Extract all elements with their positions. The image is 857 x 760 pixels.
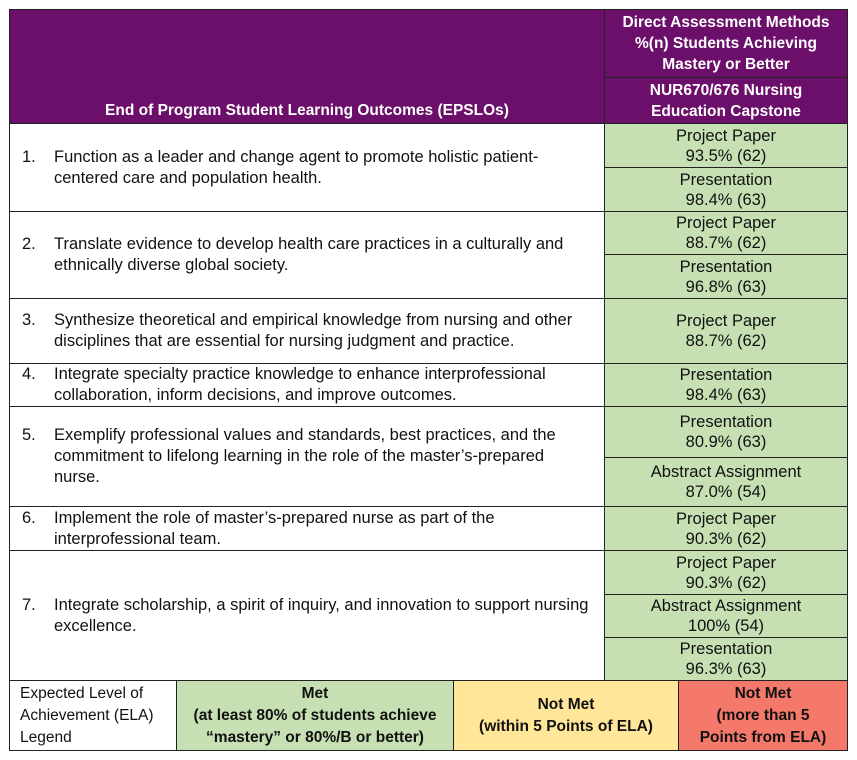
epslo-table [9,9,848,751]
result-cell [605,364,848,407]
legend-not-met-line: (within 5 Points of ELA) [479,717,653,735]
legend-not-met-within-5 [454,681,679,751]
outcomes-header-text: End of Program Student Learning Outcomes (EPSLOs) [105,102,509,119]
result-cell [605,507,848,551]
outcome-row [10,507,605,551]
legend-met [177,681,454,751]
course-header-line: NUR670/676 Nursing [649,81,803,99]
outcome-number: 6. [22,508,36,527]
result-method: Presentation [679,170,773,189]
legend-met-line: (at least 80% of students achieve [193,706,437,724]
result-value: 87.0% (54) [685,483,767,501]
outcome-number: 1. [22,147,36,166]
result-value: 93.5% (62) [685,146,767,165]
result-cell [605,124,848,168]
result-value: 98.4% (63) [685,190,767,209]
result-cell [605,638,848,681]
result-method: Project Paper [676,312,776,330]
legend-label [10,681,177,751]
result-method: Presentation [679,366,773,384]
outcome-row [10,407,605,507]
outcome-number: 7. [22,595,36,614]
outcome-row [10,364,605,407]
result-method: Abstract Assignment [650,463,802,481]
outcome-number: 5. [22,426,36,444]
legend-met-line: “mastery” or 80%/B or better) [206,728,424,746]
result-method: Abstract Assignment [650,597,802,615]
legend-label-line: Achievement (ELA) [20,706,154,724]
result-value: 90.3% (62) [685,529,767,548]
outcome-row [10,551,605,681]
result-method: Project Paper [676,126,776,145]
result-method: Presentation [679,413,773,431]
methods-header-line: Direct Assessment Methods [622,14,830,31]
outcome-row [10,124,605,212]
result-cell [605,212,848,255]
result-cell [605,255,848,299]
outcome-text: Exemplify professional values and standards, best practices, and the commitment to lifelong learning in the role of the master’s-prepared nurse. [54,426,556,486]
result-value: 100% (54) [687,617,765,635]
result-value: 80.9% (63) [685,433,767,451]
legend-label-line: Legend [20,728,72,746]
outcome-text: Function as a leader and change agent to promote holistic patient-centered care and population health. [54,147,539,187]
result-value: 88.7% (62) [685,234,767,252]
result-value: 90.3% (62) [685,573,767,592]
outcome-number: 4. [22,365,36,383]
result-value: 96.3% (63) [685,660,767,678]
legend-not-met-line: Not Met [734,684,792,702]
result-method: Project Paper [676,553,776,572]
outcome-row [10,299,605,364]
methods-header-line: Mastery or Better [662,56,790,73]
outcomes-column-header [10,10,605,124]
result-cell [605,458,848,507]
outcome-text: Integrate specialty practice knowledge to enhance interprofessional collaboration, inform decisions, and improve outcomes. [54,365,546,404]
result-cell [605,299,848,364]
result-value: 96.8% (63) [685,277,767,296]
result-value: 98.4% (63) [685,386,767,404]
result-cell [605,168,848,212]
course-header-line: Education Capstone [651,102,801,120]
course-column-header [605,78,848,124]
outcome-row [10,212,605,299]
result-value: 88.7% (62) [685,332,767,350]
outcome-text: Implement the role of master’s-prepared nurse as part of the interprofessional team. [54,508,495,548]
result-cell [605,595,848,638]
result-cell [605,551,848,595]
outcome-text: Integrate scholarship, a spirit of inquiry, and innovation to support nursing excellence. [54,595,589,635]
methods-column-header [605,10,848,78]
result-method: Project Paper [676,214,776,232]
legend-not-met-line: Points from ELA) [699,728,827,746]
outcome-number: 2. [22,235,36,253]
result-cell [605,407,848,458]
legend-met-line: Met [301,684,329,702]
outcome-text: Synthesize theoretical and empirical knowledge from nursing and other disciplines that are essential for nursing judgment and practice. [54,311,573,350]
result-method: Presentation [679,257,773,276]
outcome-number: 3. [22,311,36,329]
result-method: Project Paper [676,509,776,528]
outcome-text: Translate evidence to develop health care practices in a culturally and ethnically diverse global society. [54,235,564,274]
legend-not-met-line: (more than 5 [716,706,810,724]
legend-not-met-line: Not Met [537,695,595,713]
epslo-assessment-report [9,9,847,751]
methods-header-line: %(n) Students Achieving [635,35,817,52]
legend-label-line: Expected Level of [20,684,144,702]
result-method: Presentation [679,640,773,658]
legend-not-met-more-than-5 [679,681,848,751]
